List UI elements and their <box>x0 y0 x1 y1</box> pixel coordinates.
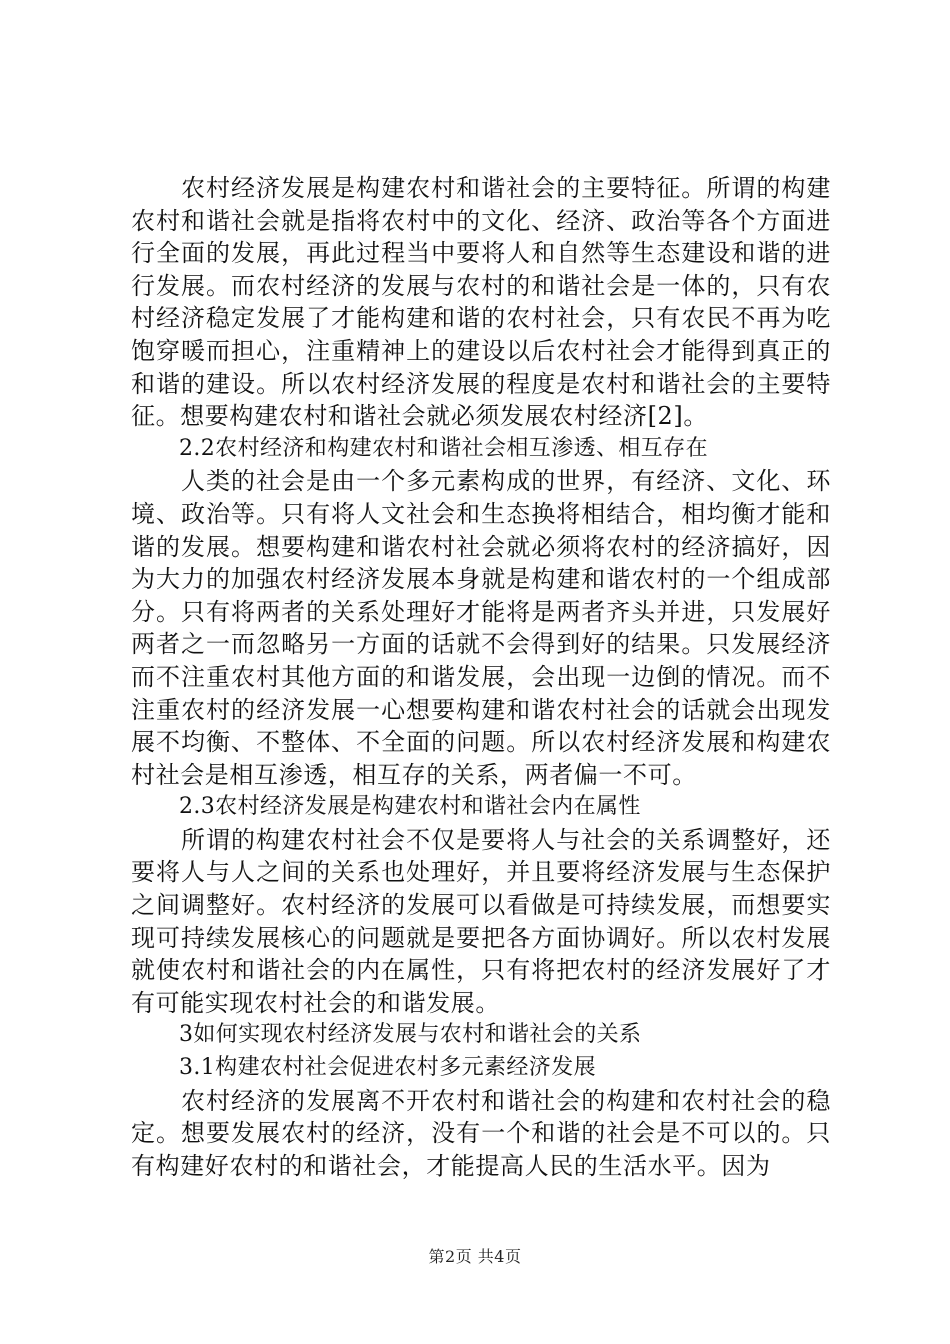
body-paragraph: 农村经济的发展离不开农村和谐社会的构建和农村社会的稳定。想要发展农村的经济，没有一个和谐的社会是不可以的。只有构建好农村的和谐社会，才能提高人民的生活水平。因为 <box>131 1086 831 1180</box>
section-heading: 2.2农村经济和构建农村和谐社会相互渗透、相互存在 <box>179 435 708 461</box>
section-heading: 3.1构建农村社会促进农村多元素经济发展 <box>179 1055 596 1081</box>
body-paragraph: 人类的社会是由一个多元素构成的世界，有经济、文化、环境、政治等。只有将人文社会和生态换将相结合，相均衡才能和谐的发展。想要构建和谐农村社会就必须将农村的经济搞好，因为大力的加强农村经济发展本身就是构建和谐农村的一个组成部分。只有将两者的关系处理好才能将是两者齐头并进，只发展好两者之一而忽略另一方面的话就不会得到好的结果。只发展经济而不注重农村其他方面的和谐发展，会出现一边倒的情况。而不注重农村的经济发展一心想要构建和谐农村社会的话就会出现发展不均衡、不整体、不全面的问题。所以农村经济发展和构建农村社会是相互渗透，相互存的关系，两者偏一不可。 <box>131 467 831 789</box>
section-heading: 2.3农村经济发展是构建农村和谐社会内在属性 <box>179 794 641 820</box>
page-footer: 第2页 共4页 <box>428 1247 522 1266</box>
body-paragraph: 所谓的构建农村社会不仅是要将人与社会的关系调整好，还要将人与人之间的关系也处理好，并且要将经济发展与生态保护之间调整好。农村经济的发展可以看做是可持续发展，而想要实现可持续发展核心的问题就是要把各方面协调好。所以农村发展就使农村和谐社会的内在属性，只有将把农村的经济发展好了才有可能实现农村社会的和谐发展。 <box>131 825 831 1017</box>
document-body <box>131 172 831 1182</box>
section-heading: 3如何实现农村经济发展与农村和谐社会的关系 <box>179 1022 642 1048</box>
body-paragraph: 农村经济发展是构建农村和谐社会的主要特征。所谓的构建农村和谐社会就是指将农村中的文化、经济、政治等各个方面进行全面的发展，再此过程当中要将人和自然等生态建设和谐的进行发展。而农村经济的发展与农村的和谐社会是一体的，只有农村经济稳定发展了才能构建和谐的农村社会，只有农民不再为吃饱穿暖而担心，注重精神上的建设以后农村社会才能得到真正的和谐的建设。所以农村经济发展的程度是农村和谐社会的主要特征。想要构建农村和谐社会就必须发展农村经济[2]。 <box>131 174 831 431</box>
